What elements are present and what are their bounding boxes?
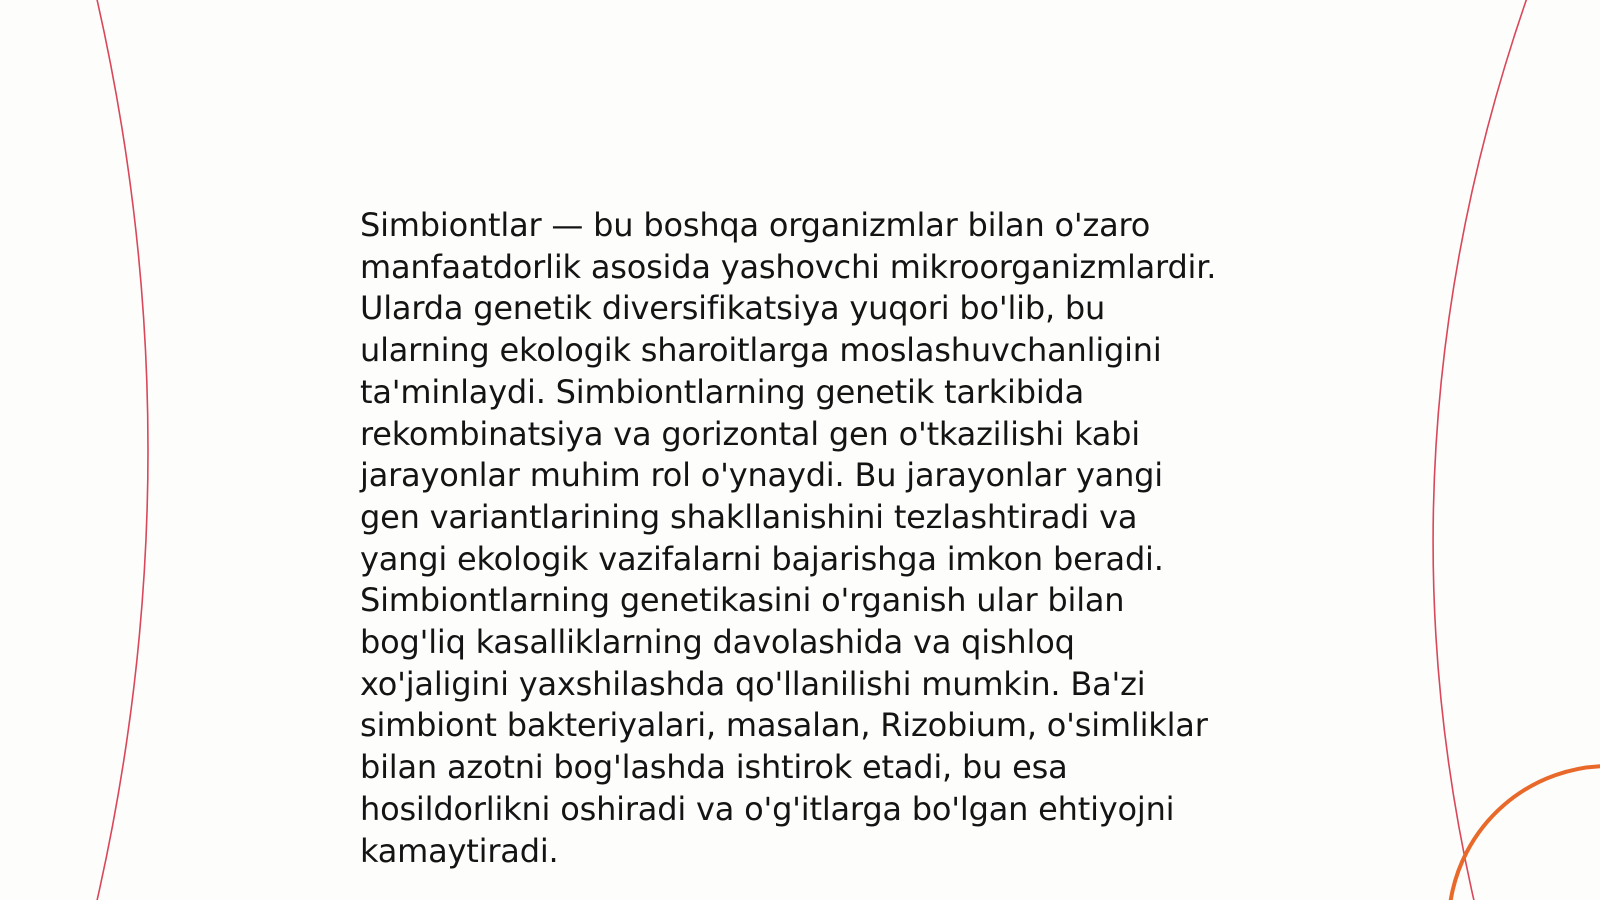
body-line: xo'jaligini yaxshilashda qo'llanilishi mumkin. Ba'zi — [360, 664, 1146, 703]
body-line: bilan azotni bog'lashda ishtirok etadi, bu esa — [360, 748, 1068, 787]
right-curve-line — [1433, 0, 1528, 900]
body-paragraph — [360, 205, 1260, 872]
body-line: jarayonlar muhim rol o'ynaydi. Bu jarayonlar yangi — [360, 456, 1163, 495]
body-line: simbiont bakteriyalari, masalan, Rizobium, o'simliklar — [360, 706, 1208, 745]
body-line: Simbiontlarning genetikasini o'rganish ular bilan — [360, 581, 1125, 620]
body-line: gen variantlarining shakllanishini tezlashtiradi va — [360, 497, 1138, 536]
body-line: manfaatdorlik asosida yashovchi mikroorganizmlardir. — [360, 247, 1217, 286]
accent-arc — [1450, 766, 1600, 900]
body-line: Simbiontlar — bu boshqa organizmlar bilan o'zaro — [360, 206, 1151, 244]
body-line: rekombinatsiya va gorizontal gen o'tkazilishi kabi — [360, 414, 1140, 453]
body-line: ularning ekologik sharoitlarga moslashuvchanligini — [360, 331, 1162, 370]
body-line: hosildorlikni oshiradi va o'g'itlarga bo'lgan ehtiyojni — [360, 789, 1175, 828]
body-line: kamaytiradi. — [360, 831, 559, 870]
body-line: Ularda genetik diversifikatsiya yuqori bo'lib, bu — [360, 289, 1106, 328]
body-line: yangi ekologik vazifalarni bajarishga imkon beradi. — [360, 539, 1164, 578]
left-curve-line — [96, 0, 148, 900]
body-line: ta'minlaydi. Simbiontlarning genetik tarkibida — [360, 372, 1085, 411]
body-line: bog'liq kasalliklarning davolashida va qishloq — [360, 623, 1075, 662]
